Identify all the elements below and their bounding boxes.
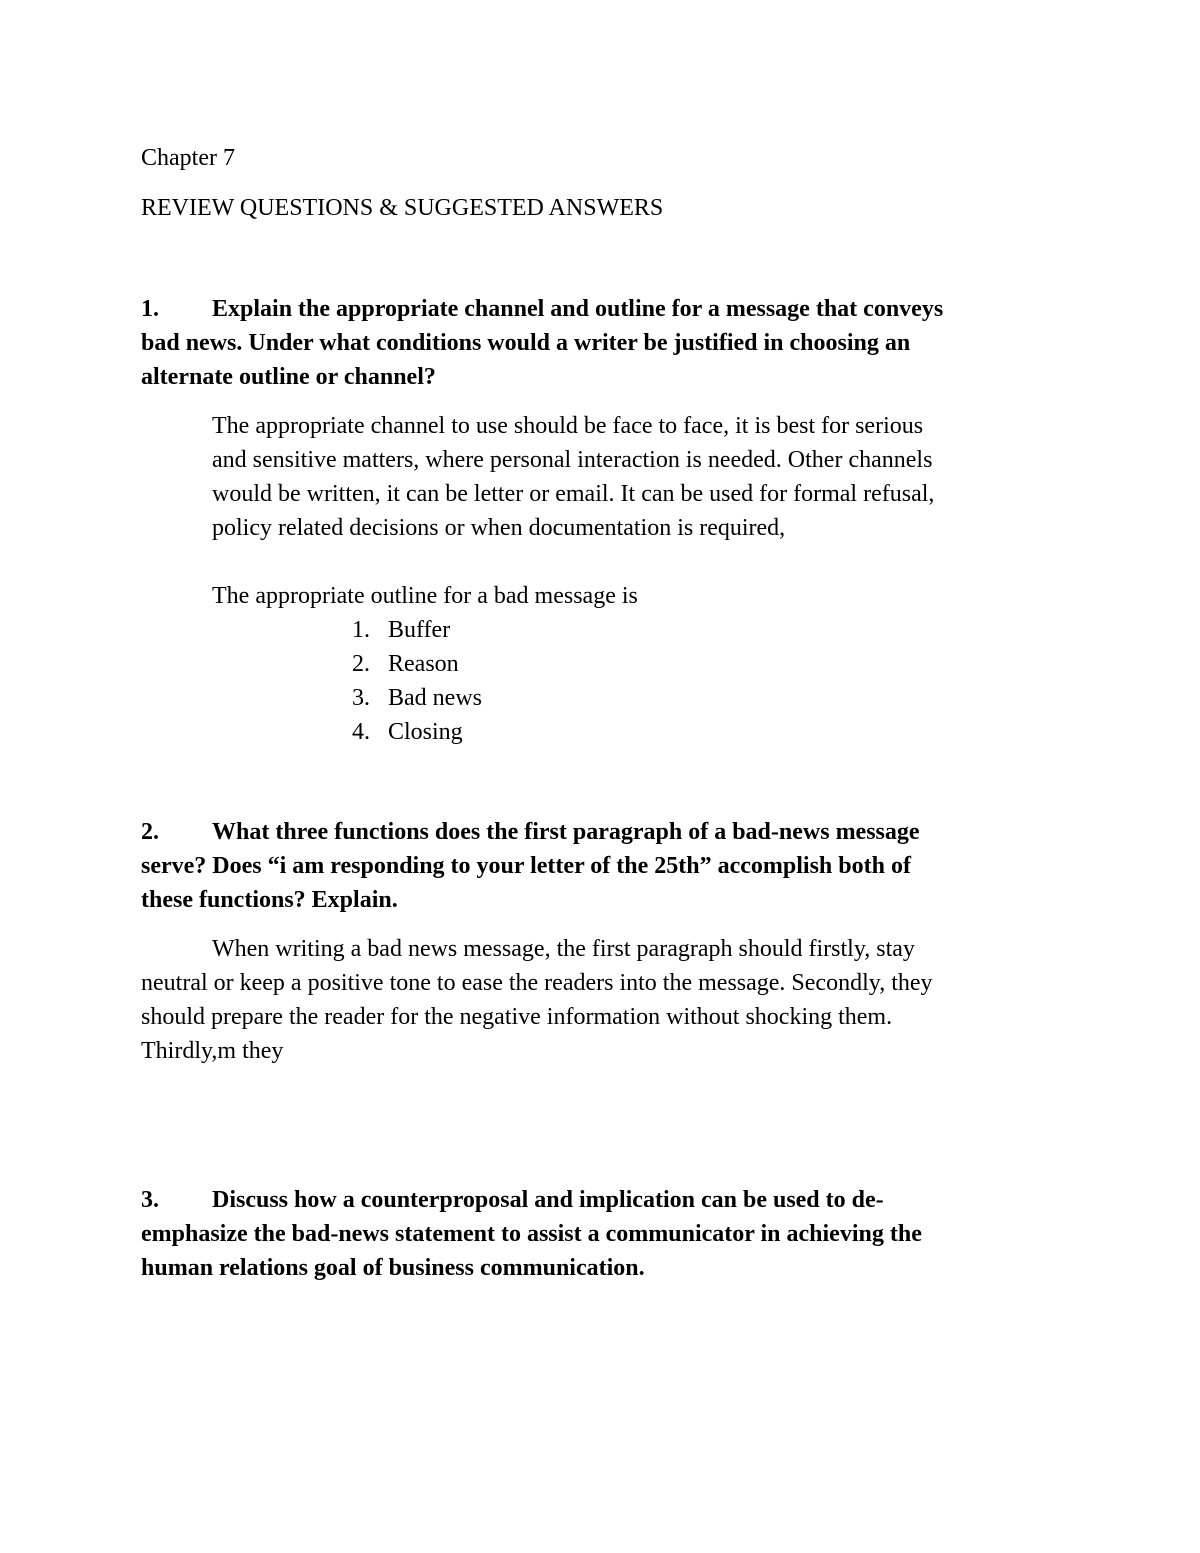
question-1-number: 1.: [141, 296, 159, 322]
question-1-line-1: 1. Explain the appropriate channel and outline for a message that conveys: [141, 292, 943, 326]
outline-item-number: 1.: [352, 617, 370, 643]
outline-item-reason: Reason: [388, 651, 459, 677]
page-heading: REVIEW QUESTIONS & SUGGESTED ANSWERS: [141, 195, 664, 221]
question-1-line-3: alternate outline or channel?: [141, 364, 436, 390]
outline-item-buffer: Buffer: [388, 617, 451, 643]
answer-1-line-2: and sensitive matters, where personal interaction is needed. Other channels: [212, 447, 933, 473]
chapter-title: Chapter 7: [141, 145, 235, 171]
question-2-number: 2.: [141, 819, 159, 845]
answer-1-line-3: would be written, it can be letter or email. It can be used for formal refusal,: [212, 481, 935, 507]
question-2-line-1: 2. What three functions does the first paragraph of a bad-news message: [141, 815, 920, 849]
answer-2-line-4: Thirdly,m they: [141, 1038, 284, 1064]
outline-item-number: 3.: [352, 685, 370, 711]
outline-item-number: 4.: [352, 719, 370, 745]
outline-intro: The appropriate outline for a bad message is: [212, 583, 638, 609]
outline-item-closing: Closing: [388, 719, 463, 745]
outline-item-bad-news: Bad news: [388, 685, 482, 711]
question-1-line-2: bad news. Under what conditions would a writer be justified in choosing an: [141, 330, 911, 356]
question-3-line-2: emphasize the bad-news statement to assist a communicator in achieving the: [141, 1221, 922, 1247]
answer-1-line-1: The appropriate channel to use should be face to face, it is best for serious: [212, 413, 924, 439]
question-3-line-1: 3. Discuss how a counterproposal and implication can be used to de-: [141, 1183, 884, 1217]
question-3-number: 3.: [141, 1187, 159, 1213]
question-3-line-3: human relations goal of business communication.: [141, 1255, 645, 1281]
answer-2-line-1: When writing a bad news message, the first paragraph should firstly, stay: [212, 936, 915, 962]
answer-2-line-3: should prepare the reader for the negative information without shocking them.: [141, 1004, 893, 1030]
answer-2-line-2: neutral or keep a positive tone to ease the readers into the message. Secondly, they: [141, 970, 933, 996]
question-2-line-3: these functions? Explain.: [141, 887, 398, 913]
outline-item-number: 2.: [352, 651, 370, 677]
question-2-line-2: serve? Does “i am responding to your letter of the 25th” accomplish both of: [141, 853, 911, 879]
answer-1-line-4: policy related decisions or when documentation is required,: [212, 515, 786, 541]
